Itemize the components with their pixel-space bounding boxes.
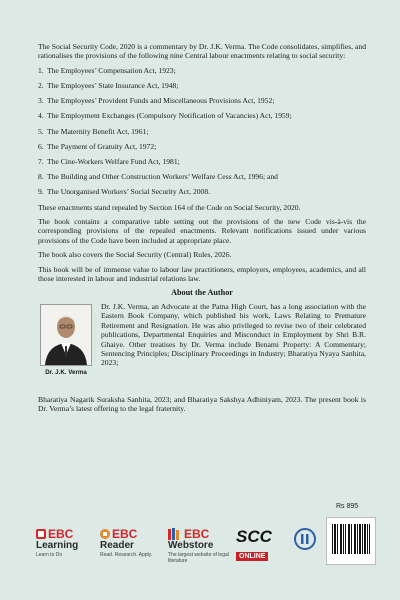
ebc-reader-mark-icon bbox=[100, 529, 110, 539]
list-item: 8. The Building and Other Construction Workers’ Welfare Cess Act, 1996; and bbox=[38, 172, 278, 182]
ebc-learning-logo: EBC Learning Learn to Do bbox=[36, 527, 79, 558]
author-photo bbox=[40, 304, 92, 366]
list-item: 9. The Unorganised Workers’ Social Security Act, 2008. bbox=[38, 187, 211, 197]
author-bio: Dr. J.K. Verma, an Advocate at the Patna High Court, has a long association with the Eastern Book Company, which published his work, Laws Relating to Premature Retirement and Resignation. He was also privileged to revise two of their celebrated publications, Departmental Enquiries and Misconduct in Employment by Shri B.R. Ghaiye. Other treatises by Dr. Verma include Benami Property: A Commentary; Sentencing Principles; Disciplinary Proceedings in Industry; Bharatiya Nyaya Sanhita, 2023; bbox=[101, 301, 366, 368]
ebc-learning-mark-icon bbox=[36, 529, 46, 539]
back-cover-text bbox=[38, 42, 366, 438]
list-item: 2. The Employees’ State Insurance Act, 1948; bbox=[38, 81, 179, 91]
author-photo-caption: Dr. J.K. Verma bbox=[45, 368, 87, 376]
publisher-emblem-icon bbox=[294, 528, 318, 572]
intro-paragraph: The Social Security Code, 2020 is a commentary by Dr. J.K. Verma. The Code consolidates, simplifies, and rationalises the provisions of the following nine Central labour enactments relating to social security: bbox=[38, 42, 366, 61]
author-section bbox=[38, 302, 366, 438]
list-item: 5. The Maternity Benefit Act, 1961; bbox=[38, 126, 149, 136]
about-author-heading: About the Author bbox=[171, 288, 233, 298]
publisher-logos bbox=[36, 528, 326, 572]
list-item: 3. The Employees’ Provident Funds and Miscellaneous Provisions Act, 1952; bbox=[38, 96, 275, 106]
author-bio-continued: Bharatiya Nagarik Suraksha Sanhita, 2023; and Bharatiya Sakshya Adhiniyam, 2023. The present book is Dr. Verma’s latest offering to the legal fraternity. bbox=[38, 394, 366, 414]
scc-online-logo: SCC ONLINE bbox=[236, 527, 272, 560]
list-item: 1. The Employees’ Compensation Act, 1923; bbox=[38, 65, 176, 75]
price-label: Rs 895 bbox=[336, 503, 359, 510]
rules-paragraph: The book also covers the Social Security (Central) Rules, 2026. bbox=[38, 250, 232, 260]
list-item: 6. The Payment of Gratuity Act, 1972; bbox=[38, 141, 157, 151]
acts-list bbox=[38, 66, 366, 197]
ebc-webstore-logo: EBC Webstore The largest website of legal literature bbox=[168, 527, 229, 564]
comparative-paragraph: The book contains a comparative table setting out the provisions of the new Code vis-à-vis the corresponding provisions of the repealed enactments. Relevant notifications issued under various provisions of the Code have been included at appropriate place. bbox=[38, 217, 366, 245]
books-icon bbox=[168, 528, 182, 540]
list-item: 4. The Employment Exchanges (Compulsory Notification of Vacancies) Act, 1959; bbox=[38, 111, 292, 121]
list-item: 7. The Cine-Workers Welfare Fund Act, 1981; bbox=[38, 157, 180, 167]
ebc-reader-logo: EBC Reader Read. Research. Apply. bbox=[100, 527, 153, 558]
value-paragraph: This book will be of immense value to labour law practitioners, employers, employees, academics, and all those interested in labour and industrial relations law. bbox=[38, 264, 366, 284]
isbn-barcode bbox=[326, 517, 376, 565]
repealed-paragraph: These enactments stand repealed by Section 164 of the Code on Social Security, 2020. bbox=[38, 202, 301, 212]
